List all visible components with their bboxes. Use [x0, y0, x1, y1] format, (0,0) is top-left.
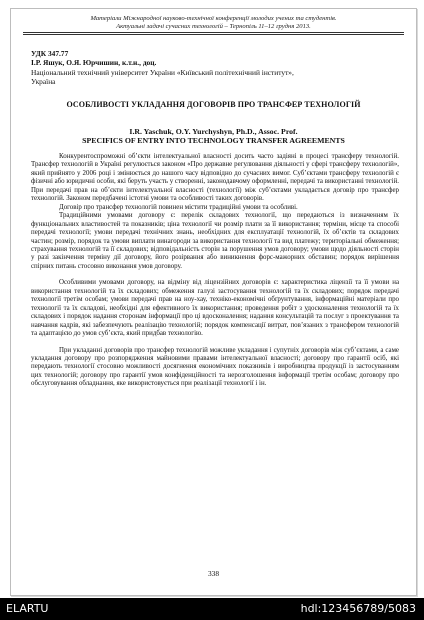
paragraph: Особливими умовами договору, на відміну від ліцензійних договорів є: характеристика ліцензії та її умови на використання технологій та їх складових; обмеження галузі застосування технологій та їх складових; порядок передачі технології третім особам; умови передачі прав на ноу-хау, техніко-економічні обґрунтування, інформаційні матеріали про технології та їх складові, необхідні для ефективного їх використання; проведення робіт з удосконалення технологій та їх складових і порядок надання сторонам інформації про ці вдосконалення; надання консультацій та послуг з проектування та навчання кадрів, які забезпечують реалізацію технологій; порядок компенсації витрат, пов’язаних з трансфером технологій та адаптацією до умов суб’єкта, який придбав технологію. [31, 279, 399, 338]
affiliation-line-1: Національний технічний університет України «Київський політехнічний інститут», [31, 67, 294, 77]
page-number: 338 [207, 569, 220, 578]
viewer-footer-bar [0, 598, 424, 620]
header-rule-double [23, 34, 404, 35]
handle-link[interactable]: hdl:123456789/5083 [300, 602, 416, 615]
udk-code: УДК 347.77 [31, 49, 69, 58]
header-rule [23, 32, 404, 33]
article-title-ua: ОСОБЛИВОСТІ УКЛАДАННЯ ДОГОВОРІВ ПРО ТРАНСФЕР ТЕХНОЛОГІЙ [66, 100, 361, 109]
document-page [10, 8, 417, 596]
paragraph: Традиційними умовами договору є: перелік складових технології, що передаються із визначенням їх функціональних властивостей та показників; ціна технології чи розмір плати за її використання; терміни, місце та способі передачі технології; умови передачі технічних знань, необхідних для експлуатації технологій, їх об’єктів та складових частин; розмір, порядок та умови виплати винагороди за використання технології та вид платежу; територіальні обмеження; страхування технологій та її складових; відповідальність сторін за порушення умов договору; умови щодо діяльності сторін у разі закінчення терміну дії договору, його розірвання або виникнення форс-мажорних обставин; порядок вирішення спірних питань стосовно виконання умов договору. [31, 212, 399, 270]
article-body [31, 153, 399, 389]
paragraph: Договір про трансфер технологій повинен містити традиційні умови та особливі. [59, 203, 298, 211]
article-title-en: SPECIFICS OF ENTRY INTO TECHNOLOGY TRANSFER AGREEMENTS [82, 136, 345, 146]
affiliation-line-2: Україна [31, 77, 56, 87]
paragraph: Конкурентоспроможні об’єкти інтелектуальної власності досить часто задіяні в процесі трансферу технологій. Трансфер технологій в Україні регулюється законом «Про державне регулювання діяльності у сфері трансферу технологій», який прийнято у 2006 році і змінюється до нашого часу відповідно до сучасних вимог. Суб’єктами трансферу технологій є фізичні або юридичні особи, які беруть участь у створенні, законодавчому оформленні, передачі та використанні технологій. При передачі прав на об’єкти інтелектуальної власності (технології) між суб’єктами укладається договір про трансфер технологій. Законом передбачені істотні умови та особливості таких договорів. [31, 153, 399, 203]
paragraph: При укладанні договорів про трансфер технологій можливе укладання і супутніх договорів між суб’єктами, а саме укладання договору про розпорядження майновими правами інтелектуальної власності; договору про гарантії осіб, які передають технології стосовно можливості досягнення економічних показників і виробництва продукції із застосуванням цих технологій; договору про гарантії умов конфіденційності та нерозголошення інформації третім особам; договору про обслуговування обладнання, яке використовується при реалізації технології і ін. [31, 346, 399, 388]
header-line-1: Матеріали Міжнародної науково-технічної конференції молодих учених та студентів. [90, 15, 337, 22]
repository-label[interactable]: ELARTU [6, 602, 49, 615]
header-line-2: Актуальні задачі сучасних технологій – Тернопіль 11–12 грудня 2013. [116, 23, 311, 31]
authors-en: I.R. Yaschuk, O.Y. Yurchyshyn, Ph.D., Assoc. Prof. [129, 127, 298, 136]
authors-ua: І.Р. Яшук, О.Я. Юрчишин, к.т.н., доц. [31, 58, 157, 68]
english-block [11, 127, 416, 146]
article-meta [31, 49, 294, 87]
conference-header [11, 15, 416, 32]
